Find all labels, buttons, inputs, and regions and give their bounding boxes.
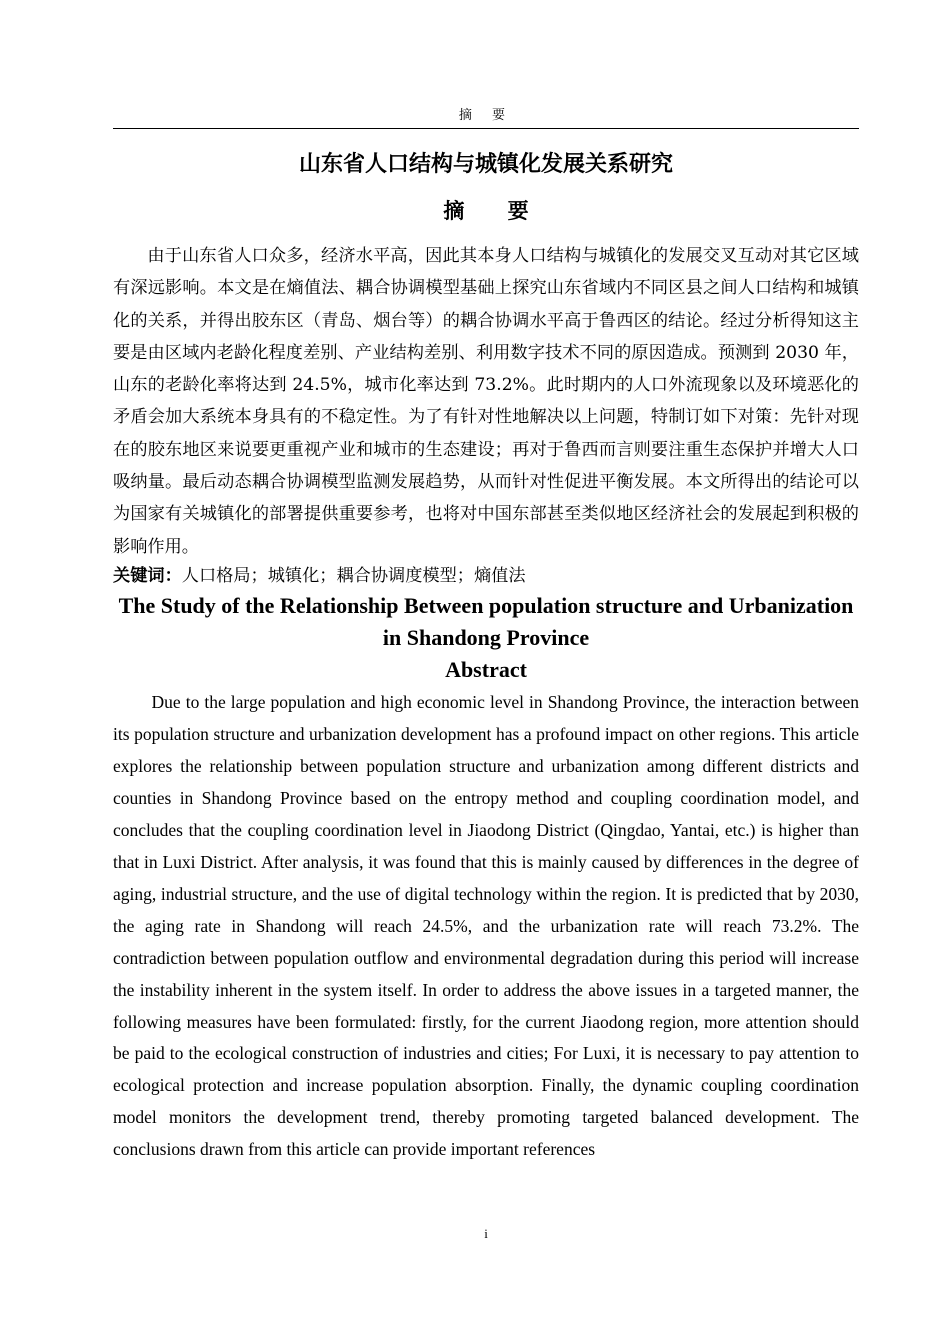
keywords-text: 人口格局；城镇化；耦合协调度模型；熵值法: [181, 566, 526, 586]
english-title: The Study of the Relationship Between population structure and Urbanization in Shandong Province: [118, 593, 854, 650]
running-header: 摘 要: [113, 104, 859, 129]
chinese-title: 山东省人口结构与城镇化发展关系研究: [298, 152, 673, 177]
chinese-abstract-body: 由于山东省人口众多，经济水平高，因此其本身人口结构与城镇化的发展交叉互动对其它区域有深远影响。本文是在熵值法、耦合协调模型基础上探究山东省域内不同区县之间人口结构和城镇化的关系，并得出胶东区（青岛、烟台等）的耦合协调水平高于鲁西区的结论。经过分析得知这主要是由区域内老龄化程度差别、产业结构差别、利用数字技术不同的原因造成。预测到 2030 年，山东的老龄化率将达到 24.5%，城市化率达到 73.2%。此时期内的人口外流现象以及环境恶化的矛盾会加大系统本身具有的不稳定性。为了有针对性地解决以上问题，特制订如下对策：先针对现在的胶东地区来说要更重视产业和城市的生态建设；再对于鲁西而言则要注重生态保护并增大人口吸纳量。最后动态耦合协调模型监测发展趋势，从而针对性促进平衡发展。本文所得出的结论可以为国家有关城镇化的部署提供重要参考，也将对中国东部甚至类似地区经济社会的发展起到积极的影响作用。: [113, 246, 859, 557]
english-abstract-body: Due to the large population and high economic level in Shandong Province, the interaction between its population structure and urbanization development has a profound impact on other regions. This article explores the relationship between population structure and urbanization among different districts and counties in Shandong Province based on the entropy method and coupling coordination model, and concludes that the coupling coordination level in Jiaodong District (Qingdao, Yantai, etc.) is higher than that in Luxi District. After analysis, it was found that this is mainly caused by differences in the degree of aging, industrial structure, and the use of digital technology within the region. It is predicted that by 2030, the aging rate in Shandong will reach 24.5%, and the urbanization rate will reach 73.2%. The contradiction between population outflow and environmental degradation during this period will increase the instability inherent in the system itself. In order to address the above issues in a targeted manner, the following measures have been formulated: firstly, for the current Jiaodong region, more attention should be paid to the ecological construction of industries and cities; For Luxi, it is necessary to pay attention to ecological protection and increase population absorption. Finally, the dynamic coupling coordination model monitors the development trend, thereby promoting targeted balanced development. The conclusions drawn from this article can provide important references: [113, 692, 859, 1160]
keywords-line: [113, 561, 859, 591]
chinese-abstract-heading: 摘 要: [443, 199, 547, 223]
page-number: i: [484, 1226, 488, 1241]
keywords-label: 关键词：: [113, 566, 182, 586]
english-abstract-heading: Abstract: [445, 657, 527, 682]
